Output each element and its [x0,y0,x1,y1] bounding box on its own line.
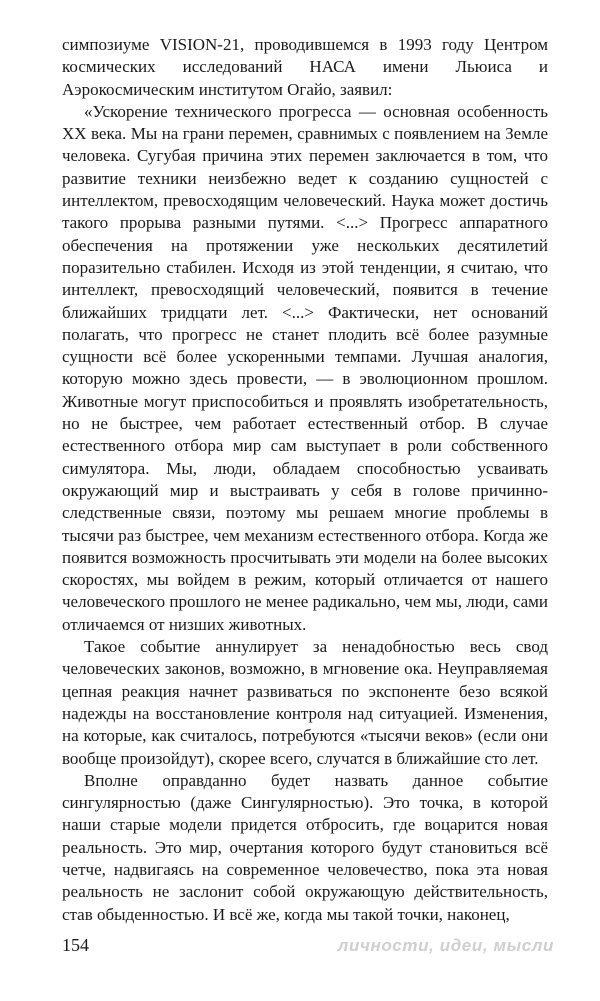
page-footer [62,927,554,957]
body-text [62,34,548,926]
paragraph-event: Такое событие аннулирует за ненадобностью весь свод человеческих законов, возможно, в мгновение ока. Неуправляемая цепная реакция начнет развиваться по экспоненте безо всякой надежды на восстановление контроля над ситуацией. Изменения, на которые, как считалось, потребуются «тысячи веков» (если они вообще произойдут), скорее всего, случатся в ближайшие сто лет. [62,637,548,768]
page-number: 154 [62,935,89,955]
running-title: личности, идеи, мысли [337,936,554,955]
paragraph-quote: «Ускорение технического прогресса — основная особенность XX века. Мы на грани перемен, сравнимых с появлением на Земле человека. Сугубая причина этих перемен заключается в том, что развитие техники неизбежно ведет к созданию сущностей с интеллектом, превосходящим человеческий. Наука может достичь такого прорыва разными путями. <...> Прогресс аппаратного обеспечения на протяжении уже нескольких десятилетий поразительно стабилен. Исходя из этой тенденции, я считаю, что интеллект, превосходящий человеческий, появится в течение ближайших тридцати лет. <...> Фактически, нет оснований полагать, что прогресс не станет плодить всё более разумные сущности всё более ускоренными темпами. Лучшая аналогия, которую можно здесь провести, — в эволюционном прошлом. Животные могут приспособиться и проявлять изобретательность, но не быстрее, чем работает естественный отбор. В случае естественного отбора мир сам выступает в роли собственного симулятора. Мы, люди, обладаем способностью усваивать окружающий мир и выстраивать у себя в голове причинно-следственные связи, поэтому мы решаем многие проблемы в тысячи раз быстрее, чем механизм естественного отбора. Когда же появится возможность просчитывать эти модели на более высоких скоростях, мы войдем в режим, который отличается от нашего человеческого прошлого не менее радикально, чем мы, люди, сами отличаемся от низших животных. [62,101,548,634]
paragraph-continuation: симпозиуме VISION-21, проводившемся в 1993 году Центром космических исследований НАСА имени Льюиса и Аэрокосмическим институтом Огайо, заявил: [62,35,548,99]
paragraph-singularity: Вполне оправданно будет назвать данное событие сингулярностью (даже Сингулярностью). Это точка, в которой наши старые модели придется отбросить, где воцарится новая реальность. Это мир, очертания которого будут становиться всё четче, надвигаясь на современное человечество, пока эта новая реальность не заслонит собой окружающую действительность, став обыденностью. И всё же, когда мы такой точки, наконец, [62,770,548,924]
